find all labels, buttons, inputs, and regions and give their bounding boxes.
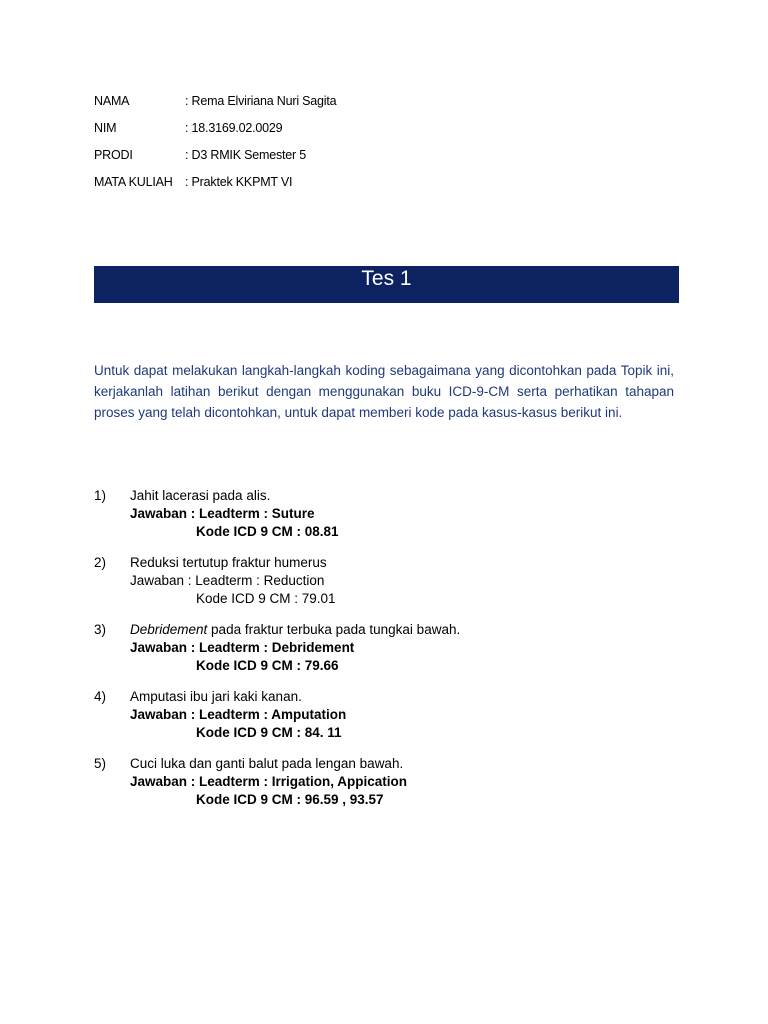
info-label: NAMA: [94, 93, 130, 108]
question-body: [130, 755, 694, 809]
answer-code: Kode ICD 9 CM : 84. 11: [196, 725, 342, 740]
question-text: [130, 621, 694, 639]
info-label: PRODI: [94, 147, 133, 162]
question-text-emphasis: Debridement: [130, 622, 208, 637]
answer-leadterm: Jawaban : Leadterm : Amputation: [130, 707, 347, 722]
student-info: [94, 87, 336, 195]
answer-code: Kode ICD 9 CM : 79.01: [196, 591, 336, 606]
question-item: [94, 487, 694, 541]
question-number: 3): [94, 622, 107, 637]
question-item: [94, 755, 694, 809]
question-text-main: Cuci luka dan ganti balut pada lengan bawah.: [130, 756, 404, 771]
answer-leadterm: Jawaban : Leadterm : Debridement: [130, 640, 355, 655]
info-value: : Praktek KKPMT VI: [185, 174, 293, 189]
question-body: [130, 621, 694, 675]
answer-code: Kode ICD 9 CM : 08.81: [196, 524, 339, 539]
info-value: : Rema Elviriana Nuri Sagita: [185, 93, 337, 108]
question-text: [130, 688, 694, 706]
info-row-nim: [94, 114, 336, 141]
answer-leadterm: Jawaban : Leadterm : Irrigation, Appication: [130, 774, 408, 789]
question-text-main: Jahit lacerasi pada alis.: [130, 488, 271, 503]
answer-code: Kode ICD 9 CM : 79.66: [196, 658, 339, 673]
question-item: [94, 554, 694, 608]
info-label: NIM: [94, 120, 117, 135]
question-body: [130, 688, 694, 742]
info-value: : D3 RMIK Semester 5: [185, 147, 307, 162]
answer-leadterm: Jawaban : Leadterm : Reduction: [130, 573, 325, 588]
test-title-banner: [94, 266, 679, 303]
info-row-nama: [94, 87, 336, 114]
question-text-main: pada fraktur terbuka pada tungkai bawah.: [207, 622, 461, 637]
question-body: [130, 487, 694, 541]
info-row-prodi: [94, 141, 336, 168]
question-body: [130, 554, 694, 608]
intro-paragraph: Untuk dapat melakukan langkah-langkah koding sebagaimana yang dicontohkan pada Topik ini, kerjakanlah latihan berikut dengan menggunakan buku ICD-9-CM serta perhatikan tahapan proses yang telah dicontohkan, untuk dapat memberi kode pada kasus-kasus berikut ini.: [94, 363, 674, 420]
info-row-mata-kuliah: [94, 168, 336, 195]
info-value: : 18.3169.02.0029: [185, 120, 283, 135]
info-label: MATA KULIAH: [94, 174, 173, 189]
question-number: 4): [94, 689, 107, 704]
question-text-main: Amputasi ibu jari kaki kanan.: [130, 689, 302, 704]
question-text: [130, 554, 694, 572]
question-list: [94, 487, 694, 822]
question-text-main: Reduksi tertutup fraktur humerus: [130, 555, 327, 570]
question-number: 2): [94, 555, 107, 570]
question-item: [94, 688, 694, 742]
question-number: 1): [94, 488, 107, 503]
question-text: [130, 487, 694, 505]
test-title: Tes 1: [361, 267, 412, 290]
question-text: [130, 755, 694, 773]
question-item: [94, 621, 694, 675]
answer-leadterm: Jawaban : Leadterm : Suture: [130, 506, 315, 521]
answer-code: Kode ICD 9 CM : 96.59 , 93.57: [196, 792, 384, 807]
question-number: 5): [94, 756, 107, 771]
